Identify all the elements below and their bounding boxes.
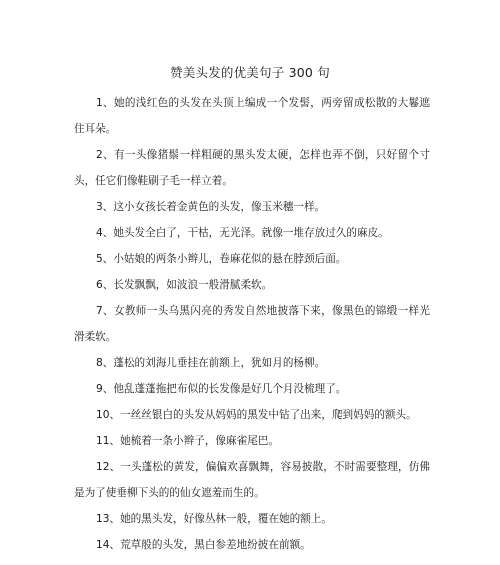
sentence-paragraph: 6、长发飘飘，如波浪一般滑腻柔软。 [96, 279, 273, 291]
sentence-paragraph: 11、她梳着一条小辫子，像麻雀尾巴。 [96, 435, 279, 447]
sentence-paragraph: 10、一丝丝银白的头发从妈妈的黑发中钻了出来，爬到妈妈的额头。 [96, 409, 417, 421]
sentence-paragraph: 1、她的浅红色的头发在头顶上编成一个发髻，两旁留成松散的大鬈遮住耳朵。 [74, 97, 430, 135]
sentence-paragraph: 5、小姑娘的两条小辫儿，卷麻花似的悬在脖颈后面。 [96, 253, 347, 265]
sentence-paragraph: 12、一头蓬松的黄发，偏偏欢喜飘舞，容易披散，不时需要整理，仿佛是为了使垂柳下头的的仙女遮羞而生的。 [74, 461, 430, 499]
sentence-paragraph: 2、有一头像猪鬃一样粗硬的黑头发太硬，怎样也弄不倒，只好留个寸头，任它们像鞋刷子毛一样立着。 [74, 149, 430, 187]
sentence-paragraph: 8、蓬松的刘海儿垂挂在前额上，犹如月的杨柳。 [96, 357, 326, 369]
sentence-paragraph: 7、女教师一头乌黑闪亮的秀发自然地披落下来，像黑色的锦缎一样光滑柔软。 [74, 305, 430, 343]
document-title: 赞美头发的优美句子 300 句 [170, 65, 330, 80]
sentence-paragraph: 13、她的黑头发，好像丛林一般，覆在她的额上。 [96, 513, 332, 525]
sentence-paragraph: 4、她头发全白了，干枯，无光泽。就像一堆存放过久的麻皮。 [96, 227, 389, 239]
sentence-paragraph: 3、这小女孩长着金黄色的头发，像玉米穗一样。 [96, 201, 326, 213]
sentence-paragraph: 9、他乱蓬蓬拖把布似的长发像是好几个月没梳理了。 [96, 383, 347, 395]
sentence-paragraph: 14、荒草般的头发，黑白参差地纷披在前额。 [96, 539, 311, 551]
document-body [74, 90, 430, 558]
